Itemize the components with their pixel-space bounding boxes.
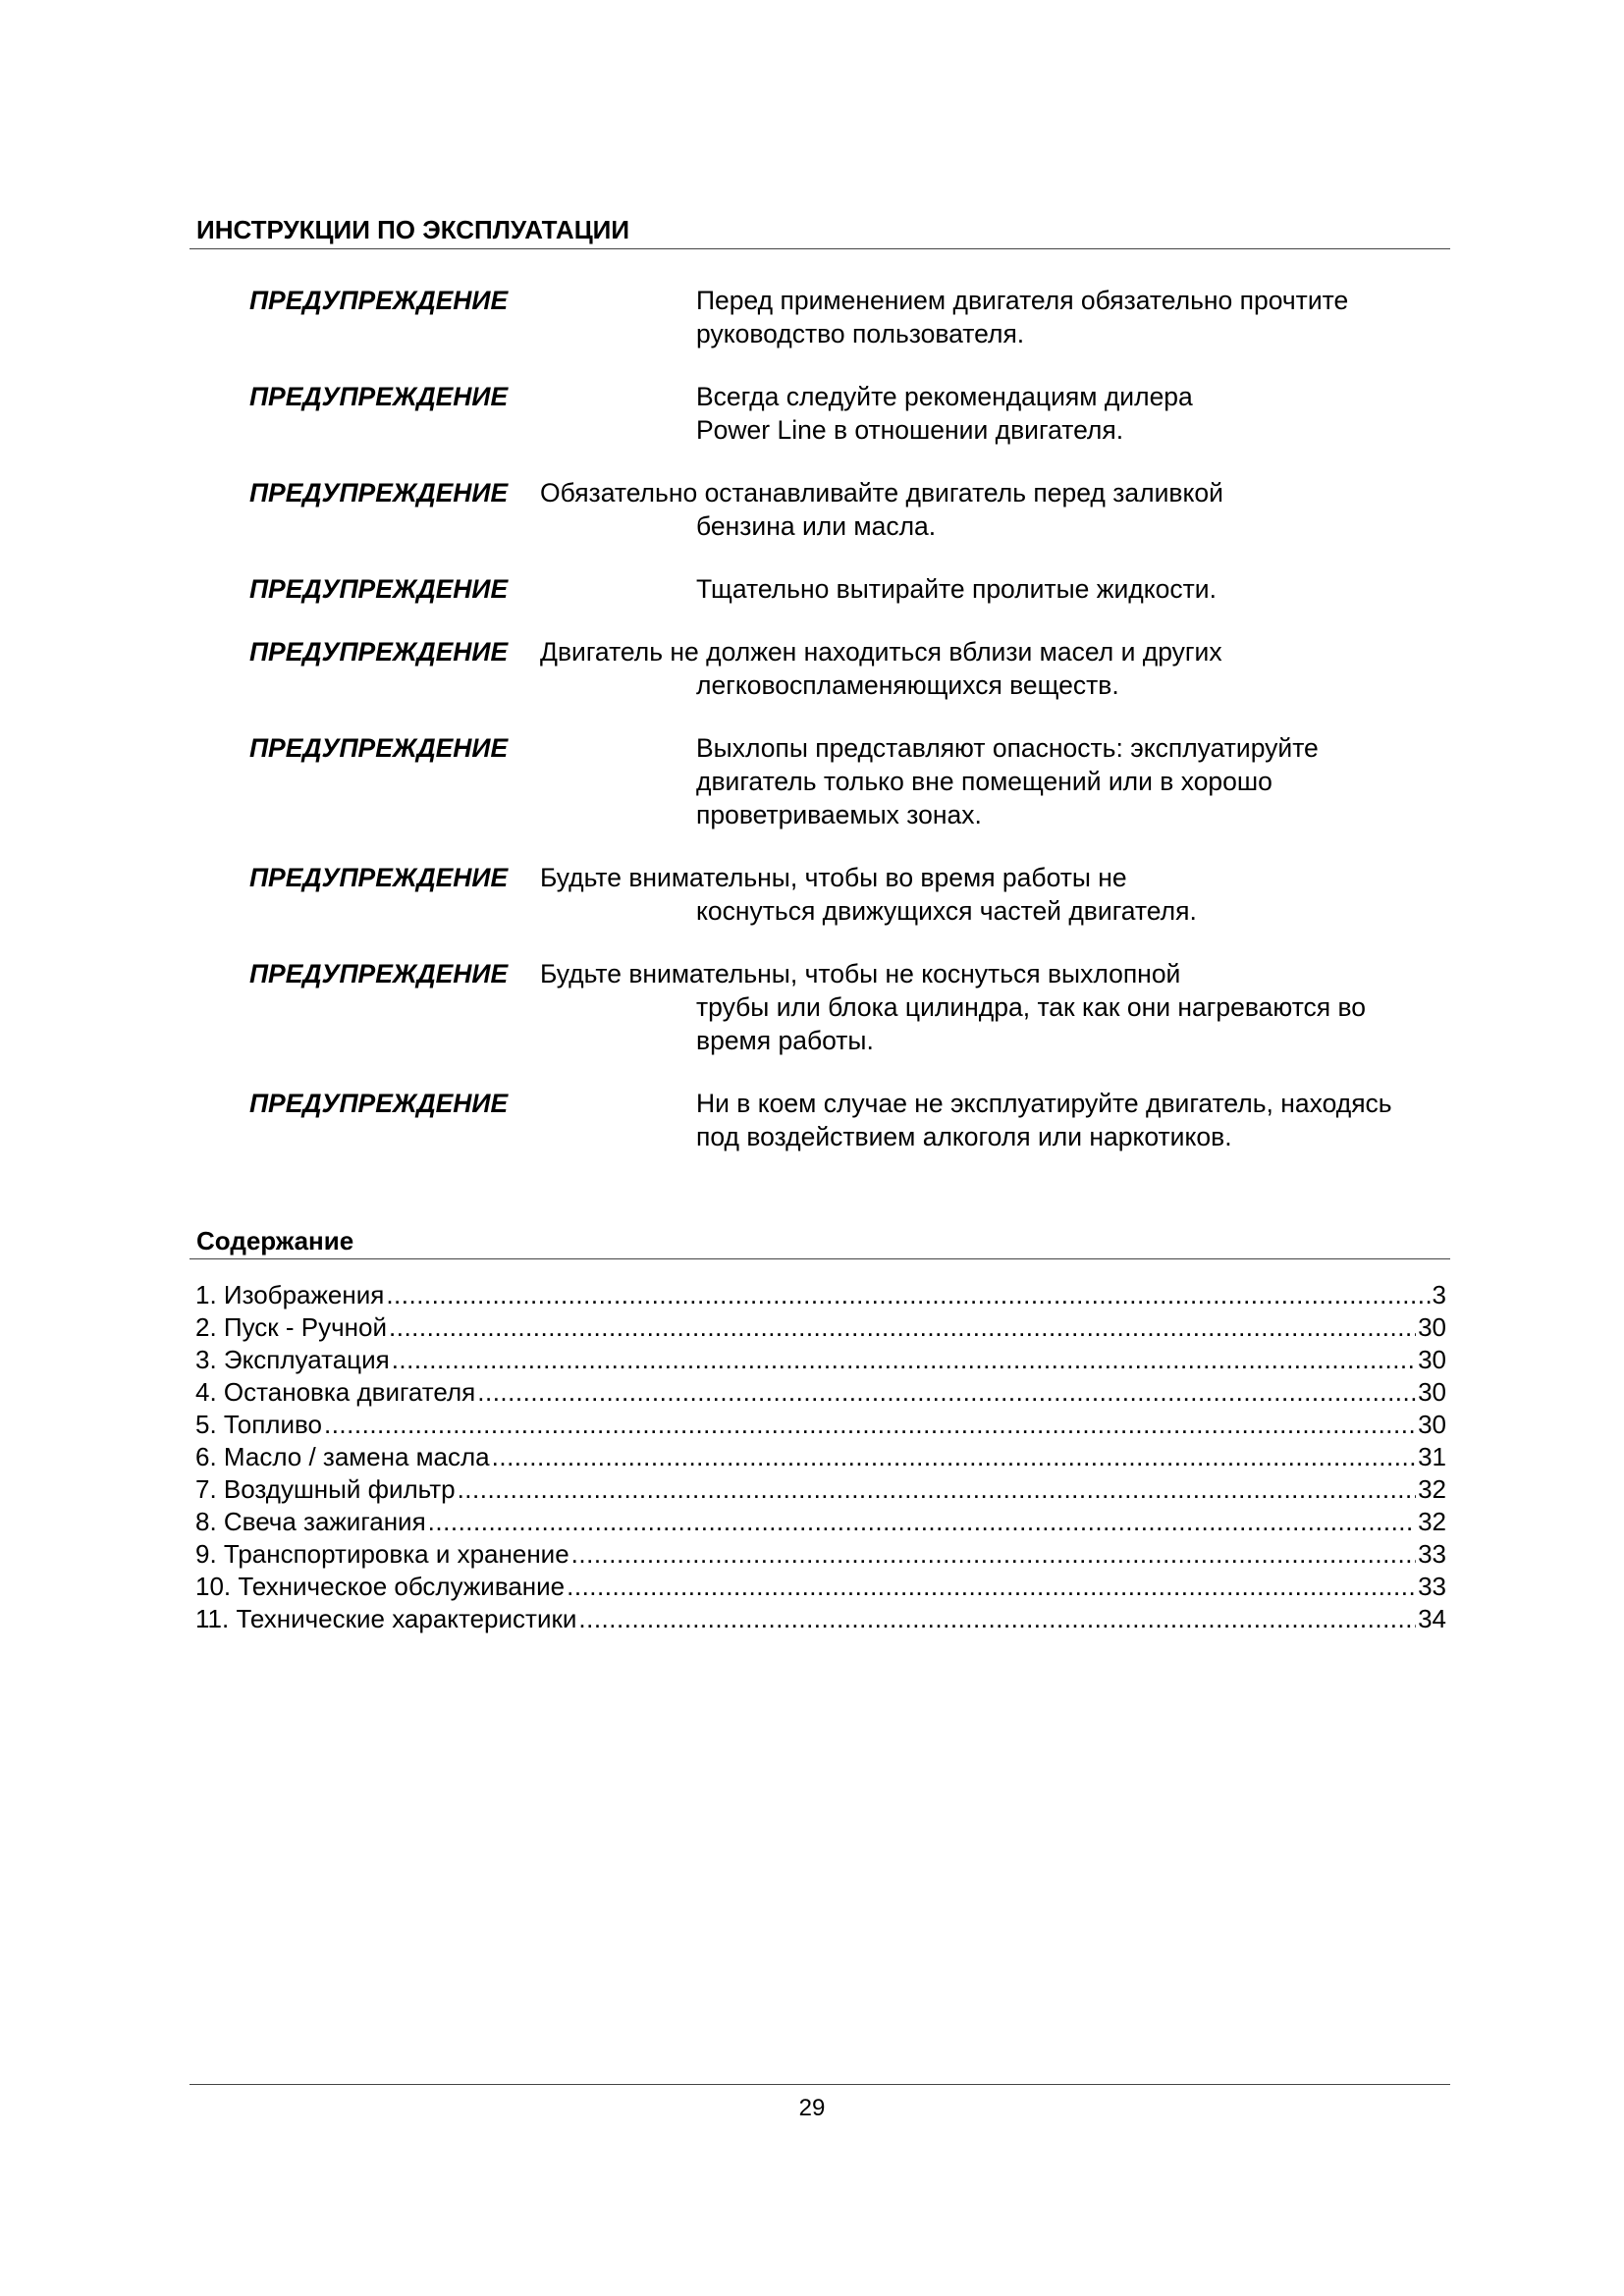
warning-text xyxy=(249,635,1222,702)
warning-text xyxy=(696,1087,1392,1153)
warning-text xyxy=(696,731,1319,831)
warning-label: ПРЕДУПРЕЖДЕНИЕ xyxy=(249,863,509,892)
warning-item xyxy=(249,476,1457,543)
warning-item xyxy=(249,380,1457,447)
toc-entry-title: 3. Эксплуатация xyxy=(195,1345,390,1374)
warning-label: ПРЕДУПРЕЖДЕНИЕ xyxy=(249,382,509,411)
toc-entry[interactable] xyxy=(195,1311,1446,1344)
toc-entry-page: 30 xyxy=(1418,1345,1446,1374)
toc-entry-page: 3 xyxy=(1432,1280,1446,1309)
toc-entry[interactable] xyxy=(195,1603,1446,1635)
toc-entry[interactable] xyxy=(195,1441,1446,1473)
toc-entry[interactable] xyxy=(195,1538,1446,1571)
warning-text xyxy=(249,861,1197,928)
toc-entry[interactable] xyxy=(195,1344,1446,1376)
warning-item xyxy=(249,957,1457,1057)
warning-text-line: Ни в коем случае не эксплуатируйте двигатель, находясь xyxy=(696,1089,1392,1118)
toc-leader xyxy=(324,1409,1416,1441)
toc-leader xyxy=(477,1376,1416,1409)
toc-entry-title: 8. Свеча зажигания xyxy=(195,1507,426,1536)
page-title: ИНСТРУКЦИИ ПО ЭКСПЛУАТАЦИИ xyxy=(196,215,630,244)
warning-text-line: руководство пользователя. xyxy=(696,319,1025,348)
warning-text xyxy=(696,284,1349,350)
warning-text-line: Перед применением двигателя обязательно прочтите xyxy=(696,286,1349,315)
toc-divider xyxy=(189,1258,1450,1259)
toc-entry-title: 11. Технические характеристики xyxy=(195,1604,577,1633)
toc-leader xyxy=(389,1311,1416,1344)
toc-entry-page: 34 xyxy=(1418,1604,1446,1633)
toc-leader xyxy=(458,1473,1417,1506)
toc-leader xyxy=(386,1279,1430,1311)
toc-entry-title: 7. Воздушный фильтр xyxy=(195,1474,456,1504)
toc-entry-page: 31 xyxy=(1418,1442,1446,1471)
warning-text-line: время работы. xyxy=(696,1026,874,1055)
warning-text-line: Двигатель не должен находиться вблизи масел и других xyxy=(540,637,1222,667)
warning-text-line: Тщательно вытирайте пролитые жидкости. xyxy=(696,574,1217,604)
toc-entry[interactable] xyxy=(195,1473,1446,1506)
toc-entry-title: 6. Масло / замена масла xyxy=(195,1442,490,1471)
toc-entry-page: 32 xyxy=(1418,1474,1446,1504)
toc-entry-title: 10. Техническое обслуживание xyxy=(195,1572,566,1601)
warning-item xyxy=(249,572,1457,606)
toc-entry-page: 33 xyxy=(1418,1572,1446,1601)
warnings-list xyxy=(249,284,1457,1153)
toc-entry[interactable] xyxy=(195,1279,1446,1311)
warning-label: ПРЕДУПРЕЖДЕНИЕ xyxy=(249,574,509,604)
warning-text-line: бензина или масла. xyxy=(696,511,937,541)
warning-text-line: легковоспламеняющихся веществ. xyxy=(696,670,1119,700)
warning-label: ПРЕДУПРЕЖДЕНИЕ xyxy=(249,1089,509,1118)
warning-item xyxy=(249,1087,1457,1153)
toc-entry-title: 9. Транспортировка и хранение xyxy=(195,1539,569,1569)
toc-title: Содержание xyxy=(196,1226,354,1255)
warning-text-line: Обязательно останавливайте двигатель перед заливкой xyxy=(540,478,1223,507)
page-number: 29 xyxy=(798,2095,826,2121)
warning-text xyxy=(249,476,1223,543)
warning-text xyxy=(249,957,1366,1057)
toc-entry-page: 32 xyxy=(1418,1507,1446,1536)
warning-item xyxy=(249,635,1457,702)
warning-text-line: Будьте внимательны, чтобы во время работы не xyxy=(540,863,1127,892)
toc-entry-page: 33 xyxy=(1418,1539,1446,1569)
warning-text-line: под воздействием алкоголя или наркотиков. xyxy=(696,1122,1232,1151)
toc-entry-page: 30 xyxy=(1418,1410,1446,1439)
warning-text-line: Выхлопы представляют опасность: эксплуатируйте xyxy=(696,733,1319,763)
toc-leader xyxy=(492,1441,1416,1473)
toc-entry[interactable] xyxy=(195,1506,1446,1538)
toc-leader xyxy=(392,1344,1416,1376)
toc-entry-title: 5. Топливо xyxy=(195,1410,322,1439)
warning-text-line: коснуться движущихся частей двигателя. xyxy=(696,896,1197,926)
warning-text-line: проветриваемых зонах. xyxy=(696,800,982,829)
warning-label: ПРЕДУПРЕЖДЕНИЕ xyxy=(249,959,509,988)
warning-text-line: Всегда следуйте рекомендациям дилера xyxy=(696,382,1193,411)
toc-entry-page: 30 xyxy=(1418,1312,1446,1342)
toc-entry-page: 30 xyxy=(1418,1377,1446,1407)
toc-entry-title: 2. Пуск - Ручной xyxy=(195,1312,388,1342)
warning-label: ПРЕДУПРЕЖДЕНИЕ xyxy=(249,478,509,507)
warning-label: ПРЕДУПРЕЖДЕНИЕ xyxy=(249,733,509,763)
toc-leader xyxy=(567,1571,1416,1603)
warning-text xyxy=(696,572,1315,606)
warning-text-line: Будьте внимательны, чтобы не коснуться выхлопной xyxy=(540,959,1181,988)
warning-text-line: двигатель только вне помещений или в хорошо xyxy=(696,767,1272,796)
toc-entry[interactable] xyxy=(195,1409,1446,1441)
toc-entry[interactable] xyxy=(195,1376,1446,1409)
table-of-contents xyxy=(195,1279,1446,1635)
toc-entry-title: 4. Остановка двигателя xyxy=(195,1377,476,1407)
toc-leader xyxy=(571,1538,1416,1571)
toc-entry[interactable] xyxy=(195,1571,1446,1603)
footer-divider xyxy=(189,2084,1450,2085)
toc-leader xyxy=(578,1603,1416,1635)
toc-leader xyxy=(428,1506,1416,1538)
warning-item xyxy=(249,731,1457,831)
warning-label: ПРЕДУПРЕЖДЕНИЕ xyxy=(249,286,509,315)
title-divider xyxy=(189,248,1450,249)
warning-text-line: трубы или блока цилиндра, так как они нагреваются во xyxy=(696,992,1367,1022)
warning-item xyxy=(249,284,1457,350)
toc-entry-title: 1. Изображения xyxy=(195,1280,385,1309)
warning-item xyxy=(249,861,1457,928)
warning-text xyxy=(696,380,1315,447)
warning-text-line: Power Line в отношении двигателя. xyxy=(696,415,1124,445)
warning-label: ПРЕДУПРЕЖДЕНИЕ xyxy=(249,637,509,667)
